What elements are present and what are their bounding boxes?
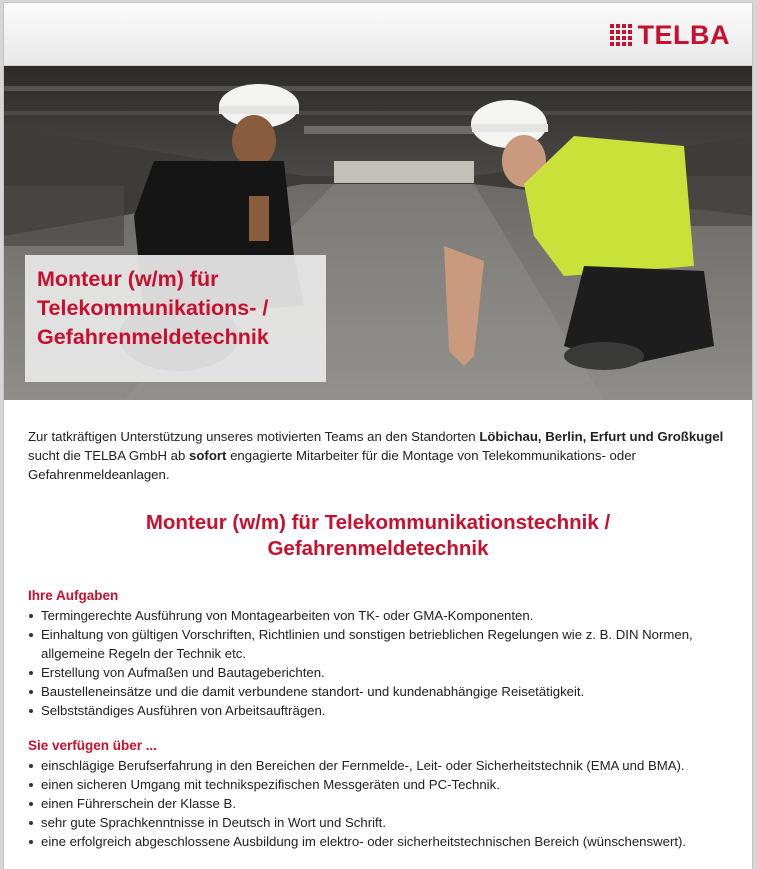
list-item: eine erfolgreich abgeschlossene Ausbildung im elektro- oder sicherheitstechnischen Bereich (wünschenswert). bbox=[28, 832, 728, 851]
hero-title-line-1: Monteur (w/m) für bbox=[37, 267, 219, 291]
telba-logo bbox=[610, 22, 731, 48]
header-bar bbox=[4, 3, 752, 66]
list-item: Selbstständiges Ausführen von Arbeitsaufträgen. bbox=[28, 701, 728, 720]
hero-section bbox=[4, 66, 752, 400]
list-item: sehr gute Sprachkenntnisse in Deutsch in Wort und Schrift. bbox=[28, 813, 728, 832]
intro-text-1: Zur tatkräftigen Unterstützung unseres motivierten Teams an den Standorten bbox=[28, 429, 480, 444]
tasks-list bbox=[28, 606, 728, 720]
hero-title-line-2: Telekommunikations- / bbox=[37, 296, 269, 320]
list-item: Einhaltung von gültigen Vorschriften, Richtlinien und sonstigen betrieblichen Regelungen wie z. B. DIN Normen, allgemeine Regeln der Technik etc. bbox=[28, 625, 728, 663]
hero-title-box bbox=[25, 255, 326, 382]
content-body bbox=[28, 427, 728, 851]
list-item: einschlägige Berufserfahrung in den Bereichen der Fernmelde-, Leit- oder Sicherheitstechnik (EMA und BMA). bbox=[28, 756, 728, 775]
list-item: Erstellung von Aufmaßen und Bautageberichten. bbox=[28, 663, 728, 682]
profile-list bbox=[28, 756, 728, 851]
job-ad-page bbox=[3, 2, 753, 869]
job-title bbox=[28, 510, 728, 562]
list-item: Baustelleneinsätze und die damit verbundene standort- und kundenabhängige Reisetätigkeit. bbox=[28, 682, 728, 701]
intro-paragraph bbox=[28, 427, 728, 484]
logo-grid-icon bbox=[610, 24, 632, 46]
list-item: einen sicheren Umgang mit technikspezifischen Messgeräten und PC-Technik. bbox=[28, 775, 728, 794]
tasks-heading: Ihre Aufgaben bbox=[28, 588, 119, 603]
profile-heading: Sie verfügen über ... bbox=[28, 738, 158, 753]
intro-text-2: sucht die TELBA GmbH ab bbox=[28, 448, 190, 463]
intro-locations: Löbichau, Berlin, Erfurt und Großkugel bbox=[479, 429, 724, 444]
list-item: Termingerechte Ausführung von Montagearbeiten von TK- oder GMA-Komponenten. bbox=[28, 606, 728, 625]
intro-text-3: engagierte Mitarbeiter für die Montage von Telekommunikations- oder Gefahrenmeldeanlagen. bbox=[28, 448, 636, 482]
list-item: einen Führerschein der Klasse B. bbox=[28, 794, 728, 813]
job-title-line-2: Gefahrenmeldetechnik bbox=[267, 537, 489, 560]
intro-start-date: sofort bbox=[189, 448, 227, 463]
job-title-line-1: Monteur (w/m) für Telekommunikationstechnik / bbox=[145, 511, 611, 534]
logo-text: TELBA bbox=[637, 20, 730, 50]
hero-title-line-3: Gefahrenmeldetechnik bbox=[37, 325, 269, 349]
